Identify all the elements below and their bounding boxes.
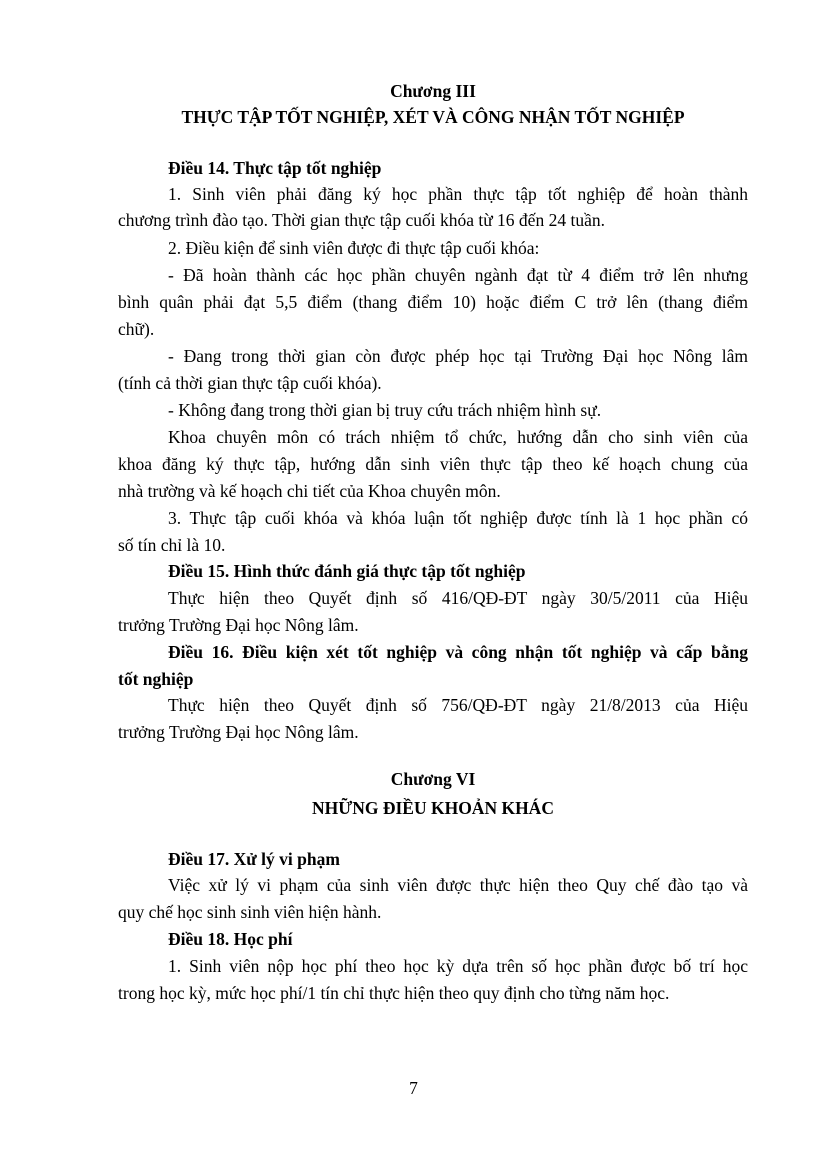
- article-15-line-1: Thực hiện theo Quyết định số 416/QĐ-ĐT ngày 30/5/2011 của Hiệu: [168, 588, 748, 608]
- article-14-para-3-line-2: số tín chỉ là 10.: [118, 535, 226, 555]
- article-16-line-2: trưởng Trường Đại học Nông lâm.: [118, 722, 359, 742]
- page-number: 7: [409, 1078, 418, 1098]
- article-17-line-2: quy chế học sinh sinh viên hiện hành.: [118, 902, 382, 922]
- article-18-line-1: 1. Sinh viên nộp học phí theo học kỳ dựa trên số học phần được bố trí học: [168, 956, 748, 976]
- article-17-line-1: Việc xử lý vi phạm của sinh viên được thực hiện theo Quy chế đào tạo và: [168, 875, 748, 895]
- chapter-3-label: Chương III: [390, 81, 476, 101]
- article-17-heading: Điều 17. Xử lý vi phạm: [168, 849, 340, 869]
- article-15-heading: Điều 15. Hình thức đánh giá thực tập tốt nghiệp: [168, 561, 526, 581]
- article-14-bullet-1-line-1: - Đã hoàn thành các học phần chuyên ngành đạt từ 4 điểm trở lên nhưng: [168, 265, 748, 285]
- article-14-bullet-2-line-1: - Đang trong thời gian còn được phép học tại Trường Đại học Nông lâm: [168, 346, 748, 366]
- article-14-faculty-line-3: nhà trường và kế hoạch chi tiết của Khoa chuyên môn.: [118, 481, 501, 501]
- article-16-heading-line-1: Điều 16. Điều kiện xét tốt nghiệp và công nhận tốt nghiệp và cấp bằng: [168, 642, 748, 662]
- article-14-heading: Điều 14. Thực tập tốt nghiệp: [168, 158, 382, 178]
- article-16-line-1: Thực hiện theo Quyết định số 756/QĐ-ĐT ngày 21/8/2013 của Hiệu: [168, 695, 748, 715]
- article-18-heading: Điều 18. Học phí: [168, 929, 293, 949]
- article-14-bullet-2-line-2: (tính cả thời gian thực tập cuối khóa).: [118, 373, 382, 393]
- article-14-para-1-line-2: chương trình đào tạo. Thời gian thực tập cuối khóa từ 16 đến 24 tuần.: [118, 210, 605, 230]
- article-14-faculty-line-1: Khoa chuyên môn có trách nhiệm tổ chức, hướng dẫn cho sinh viên của: [168, 427, 748, 447]
- article-14-bullet-1-line-2: bình quân phải đạt 5,5 điểm (thang điểm 10) hoặc điểm C trở lên (thang điểm: [118, 292, 748, 312]
- chapter-3-title: THỰC TẬP TỐT NGHIỆP, XÉT VÀ CÔNG NHẬN TỐT NGHIỆP: [181, 107, 685, 127]
- article-18-line-2: trong học kỳ, mức học phí/1 tín chỉ thực hiện theo quy định cho từng năm học.: [118, 983, 670, 1003]
- article-14-para-3-line-1: 3. Thực tập cuối khóa và khóa luận tốt nghiệp được tính là 1 học phần có: [168, 508, 748, 528]
- article-15-line-2: trưởng Trường Đại học Nông lâm.: [118, 615, 359, 635]
- article-14-faculty-line-2: khoa đăng ký thực tập, hướng dẫn sinh viên thực tập theo kế hoạch chung của: [118, 454, 748, 474]
- article-14-bullet-1-line-3: chữ).: [118, 319, 155, 339]
- article-14-para-1-line-1: 1. Sinh viên phải đăng ký học phần thực tập tốt nghiệp để hoàn thành: [168, 184, 748, 204]
- chapter-6-label: Chương VI: [390, 769, 476, 789]
- article-16-heading-line-2: tốt nghiệp: [118, 669, 194, 689]
- article-14-para-2: 2. Điều kiện để sinh viên được đi thực tập cuối khóa:: [168, 238, 540, 258]
- chapter-6-title: NHỮNG ĐIỀU KHOẢN KHÁC: [312, 798, 554, 818]
- article-14-bullet-3: - Không đang trong thời gian bị truy cứu trách nhiệm hình sự.: [168, 400, 602, 420]
